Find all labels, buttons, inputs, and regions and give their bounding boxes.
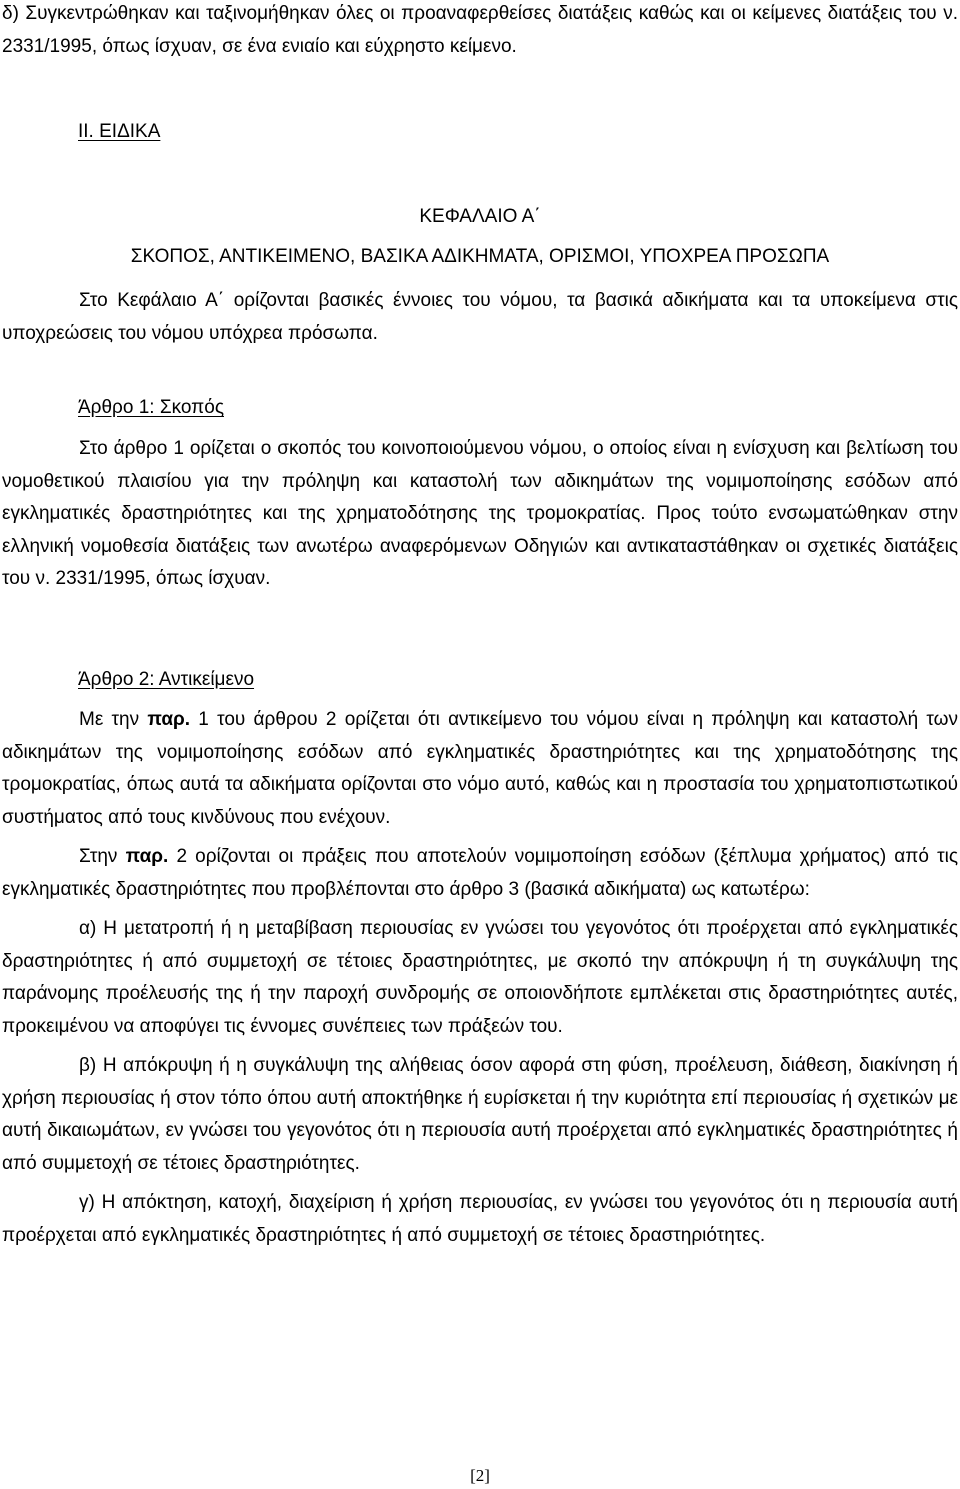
paragraph-d: δ) Συγκεντρώθηκαν και ταξινομήθηκαν όλες οι προαναφερθείσες διατάξεις καθώς και οι κείμενες διατάξεις του ν. 2331/1995, όπως ίσχυαν, σε ένα ενιαίο και εύχρηστο κείμενο. — [2, 3, 958, 57]
intro-section — [2, 0, 958, 63]
article1-body — [2, 433, 958, 596]
chapter-subtitle: ΣΚΟΠΟΣ, ΑΝΤΙΚΕΙΜΕΝΟ, ΒΑΣΙΚΑ ΑΔΙΚΗΜΑΤΑ, ΟΡΙΣΜΟΙ, ΥΠΟΧΡΕΑ ΠΡΟΣΩΠΑ — [130, 246, 830, 267]
chapter-summary: Στο Κεφάλαιο Α΄ ορίζονται βασικές έννοιες του νόμου, τα βασικά αδικήματα και τα υποκείμενα στις υποχρεώσεις του νόμου υπόχρεα πρόσωπα. — [2, 290, 958, 344]
article1-heading: Άρθρο 1: Σκοπός — [78, 397, 224, 418]
article1-text: Στο άρθρο 1 ορίζεται ο σκοπός του κοινοποιούμενου νόμου, ο οποίος είναι η ενίσχυση και βελτίωση του νομοθετικού πλαισίου για την πρόληψη και καταστολή των αδικημάτων της νομιμοποίησης εσόδων από εγκληματικές δραστηριότητες και της χρηματοδότησης της τρομοκρατίας. Προς τούτο ενσωματώθηκαν στην ελληνική νομοθεσία διατάξεις των ανωτέρω αναφερόμενων Οδηγιών και αντικαταστάθηκαν οι σχετικές διατάξεις του ν. 2331/1995, όπως ίσχυαν. — [2, 438, 958, 589]
chapter-title: ΚΕΦΑΛΑΙΟ Α΄ — [419, 206, 541, 227]
p2-ref-word: παρ. — [125, 846, 169, 867]
article2-heading: Άρθρο 2: Αντικείμενο — [78, 669, 255, 690]
list-item-b: β) Η απόκρυψη ή η συγκάλυψη της αλήθειας όσον αφορά στη φύση, προέλευση, διάθεση, διακίνηση ή χρήση περιουσίας ή στον τόπο όπου αυτή αποκτήθηκε ή ευρίσκεται ή την κυριότητα επί περιουσίας ή σχετικών με αυτή δικαιωμάτων, εν γνώσει του γεγονότος ότι η περιουσία αυτή προέρχεται από εγκληματικές δραστηριότητες ή από συμμετοχή σε τέτοιες δραστηριότητες. — [2, 1055, 958, 1174]
p2-ref-num: 2 — [168, 846, 188, 867]
page-number: [2] — [470, 1466, 490, 1485]
article2-paragraph-2 — [2, 841, 958, 906]
p1-after: του άρθρου 2 ορίζεται ότι αντικείμενο του νόμου είναι η πρόληψη και καταστολή των αδικημάτων της νομιμοποίησης εσόδων από εγκληματικές δραστηριότητες και της χρηματοδότησης της τρομοκρατίας, όπως αυτά τα αδικήματα ορίζονται στο νόμο αυτό, καθώς και η προστασία του χρηματοπιστωτικού συστήματος από τους κινδύνους που ενέχουν. — [2, 709, 958, 828]
p2-after: ορίζονται οι πράξεις που αποτελούν νομιμοποίηση εσόδων (ξέπλυμα χρήματος) από τις εγκληματικές δραστηριότητες που προβλέπονται στο άρθρο 3 (βασικά αδικήματα) ως κατωτέρω: — [2, 846, 958, 900]
article2-paragraph-1 — [2, 704, 958, 834]
chapter-summary-block — [2, 285, 958, 350]
article2-body — [2, 704, 958, 1252]
section-heading: II. ΕΙΔΙΚΑ — [78, 121, 161, 142]
list-item-a: α) Η μετατροπή ή η μεταβίβαση περιουσίας εν γνώσει του γεγονότος ότι προέρχεται από εγκληματικές δραστηριότητες ή από συμμετοχή σε τέτοιες δραστηριότητες, με σκοπό την απόκρυψη ή τη συγκάλυψη της παράνομης προέλευσής της ή την παροχή συνδρομής σε οποιονδήποτε εμπλέκεται στις δραστηριότητες αυτές, προκειμένου να αποφύγει τις έννομες συνέπειες των πράξεών του. — [2, 918, 958, 1037]
list-item-c: γ) Η απόκτηση, κατοχή, διαχείριση ή χρήση περιουσίας, εν γνώσει του γεγονότος ότι η περιουσία αυτή προέρχεται από εγκληματικές δραστηριότητες ή από συμμετοχή σε τέτοιες δραστηριότητες. — [2, 1192, 958, 1246]
p1-ref-num: 1 — [190, 709, 209, 730]
p2-before: Στην — [79, 846, 126, 867]
p1-ref-word: παρ. — [147, 709, 191, 730]
p1-before: Με την — [79, 709, 148, 730]
